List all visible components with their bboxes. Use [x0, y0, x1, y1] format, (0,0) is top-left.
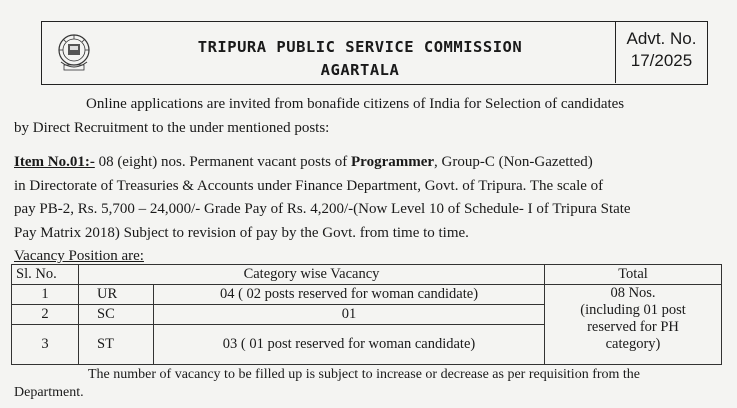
- advt-label: Advt. No.: [626, 29, 697, 48]
- col-total-header: Total: [545, 265, 722, 285]
- row-category: ST: [79, 325, 154, 365]
- item-text-a: 08 (eight) nos. Permanent vacant posts of: [94, 154, 352, 170]
- item-label: Item No.01:-: [14, 154, 95, 170]
- row-category: SC: [79, 305, 154, 325]
- item-line-2: in Directorate of Treasuries & Accounts under Finance Department, Govt. of Tripura. The scale of: [14, 177, 604, 194]
- commission-emblem-icon: [54, 32, 94, 76]
- intro-line-2: by Direct Recruitment to the under mentioned posts:: [14, 119, 330, 136]
- table-row: [12, 285, 722, 305]
- total-cell: [545, 285, 722, 365]
- vacancy-heading: Vacancy Position are:: [14, 248, 144, 264]
- title-line-2: AGARTALA: [320, 61, 400, 79]
- row-sl: 3: [12, 325, 79, 365]
- row-category: UR: [79, 285, 154, 305]
- row-desc: 03 ( 01 post reserved for woman candidate): [154, 325, 545, 365]
- advt-number-box: [615, 22, 707, 83]
- vacancy-table: [11, 264, 722, 365]
- item-paragraph: [14, 151, 732, 269]
- note-line-1: The number of vacancy to be filled up is subject to increase or decrease as per requisition from the: [88, 367, 641, 382]
- row-desc: 04 ( 02 posts reserved for woman candidate): [154, 285, 545, 305]
- item-text-b: , Group-C (Non-Gazetted): [434, 154, 593, 170]
- row-sl: 1: [12, 285, 79, 305]
- col-category-header: Category wise Vacancy: [79, 265, 545, 285]
- item-line-4: Pay Matrix 2018) Subject to revision of pay by the Govt. from time to time.: [14, 224, 469, 241]
- commission-title: [102, 36, 618, 82]
- row-desc: 01: [154, 305, 545, 325]
- total-line-4: category): [605, 336, 661, 352]
- col-sl-header: Sl. No.: [12, 265, 79, 285]
- advt-number: 17/2025: [630, 51, 693, 70]
- total-line-2: (including 01 post: [580, 302, 686, 318]
- intro-paragraph: [14, 93, 730, 140]
- item-line-3: pay PB-2, Rs. 5,700 – 24,000/- Grade Pay of Rs. 4,200/-(Now Level 10 of Schedule- I of Tripura State: [14, 201, 631, 217]
- total-line-3: reserved for PH: [587, 319, 679, 335]
- intro-line-1: Online applications are invited from bonafide citizens of India for Selection of candidates: [86, 96, 625, 112]
- item-post: Programmer: [351, 154, 435, 170]
- header-box: [41, 21, 708, 85]
- total-line-1: 08 Nos.: [610, 285, 656, 301]
- table-header-row: [12, 265, 722, 285]
- row-sl: 2: [12, 305, 79, 325]
- note-line-2: Department.: [14, 385, 84, 400]
- item-line-1: [14, 151, 732, 175]
- title-line-1: TRIPURA PUBLIC SERVICE COMMISSION: [197, 38, 523, 56]
